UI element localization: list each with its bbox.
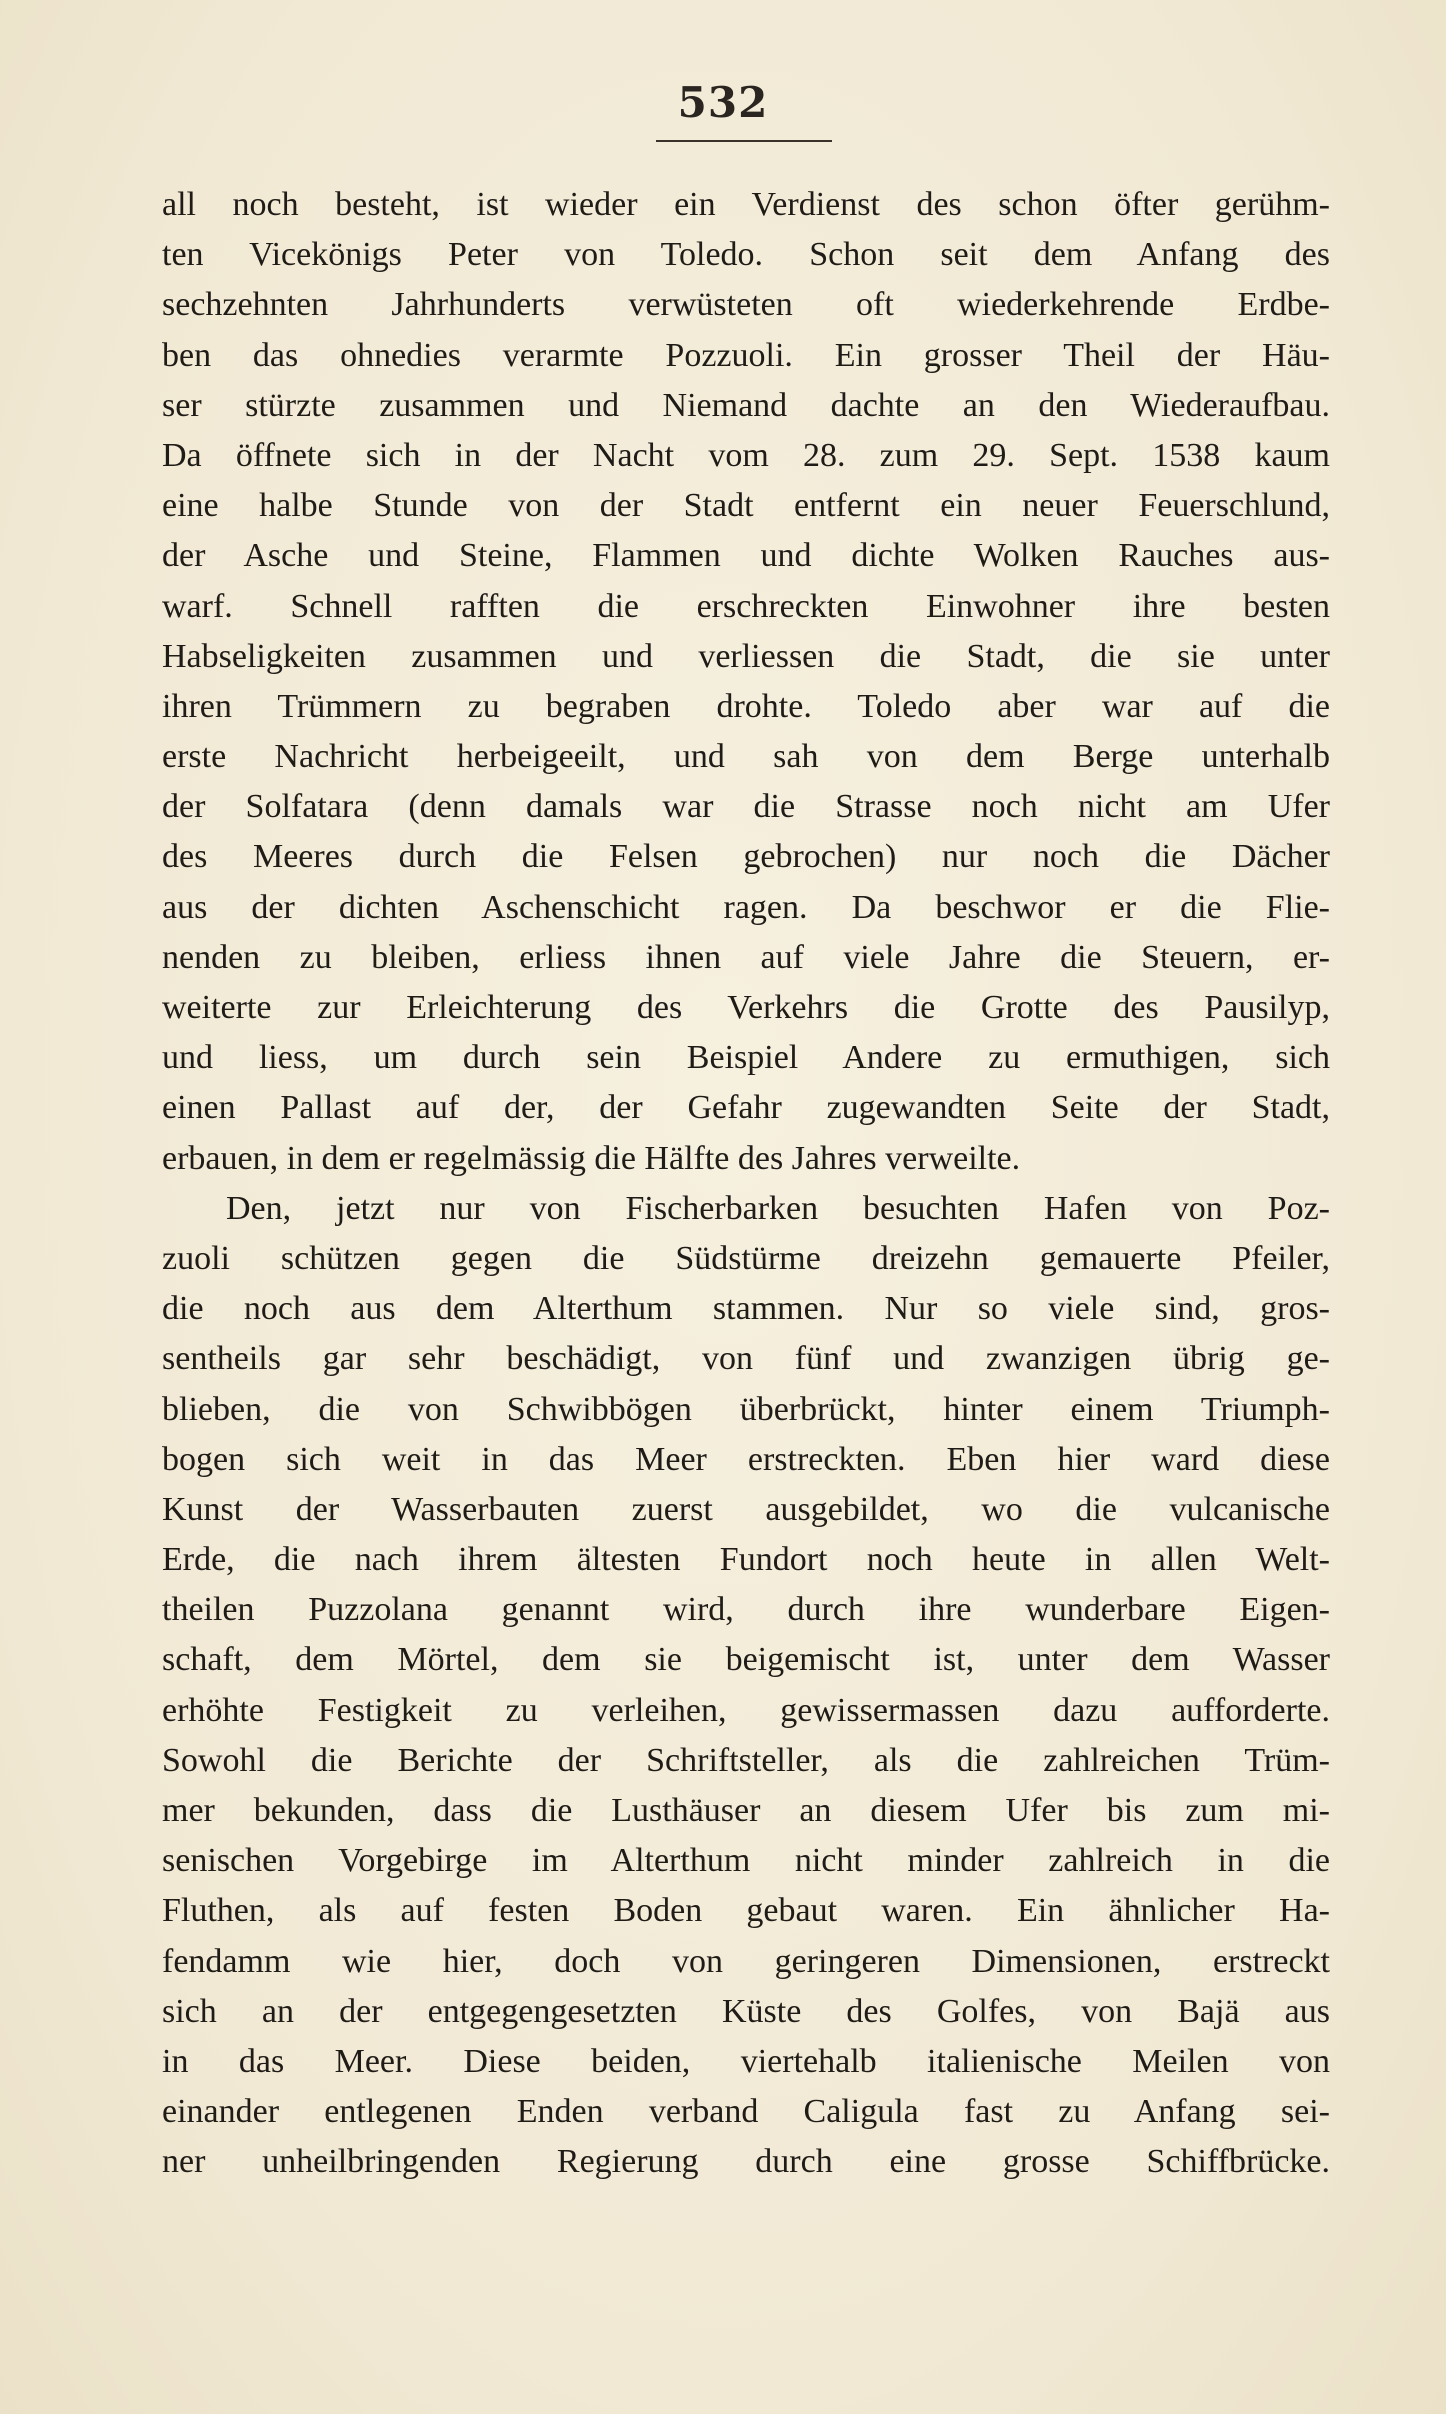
text-line: all noch besteht, ist wieder ein Verdienst des schon öfter gerühm-: [162, 186, 1330, 223]
text-line: Erde, die nach ihrem ältesten Fundort noch heute in allen Welt-: [162, 1541, 1330, 1579]
text-line: zuoli schützen gegen die Südstürme dreizehn gemauerte Pfeiler,: [162, 1239, 1330, 1277]
text-line: bogen sich weit in das Meer erstreckten. Eben hier ward diese: [162, 1440, 1330, 1478]
text-line: erste Nachricht herbeigeeilt, und sah von dem Berge unterhalb: [162, 738, 1330, 776]
text-line: ser stürzte zusammen und Niemand dachte an den Wiederaufbau.: [162, 386, 1330, 424]
text-line: mer bekunden, dass die Lusthäuser an diesem Ufer bis zum mi-: [162, 1792, 1330, 1829]
text-line: Fluthen, als auf festen Boden gebaut waren. Ein ähnlicher Ha-: [162, 1892, 1330, 1930]
text-line: sentheils gar sehr beschädigt, von fünf und zwanzigen übrig ge-: [162, 1340, 1330, 1378]
text-line: der Solfatara (denn damals war die Strasse noch nicht am Ufer: [162, 788, 1330, 826]
text-line: sich an der entgegengesetzten Küste des Golfes, von Bajä aus: [162, 1992, 1330, 2030]
text-line: des Meeres durch die Felsen gebrochen) nur noch die Dächer: [162, 838, 1330, 876]
text-line: Den, jetzt nur von Fischerbarken besuchten Hafen von Poz-: [226, 1189, 1330, 1227]
text-line: nenden zu bleiben, erliess ihnen auf viele Jahre die Steuern, er-: [162, 938, 1330, 976]
text-line: senischen Vorgebirge im Alterthum nicht minder zahlreich in die: [162, 1842, 1330, 1880]
text-line: einen Pallast auf der, der Gefahr zugewandten Seite der Stadt,: [162, 1089, 1330, 1127]
text-line: in das Meer. Diese beiden, viertehalb italienische Meilen von: [162, 2042, 1330, 2080]
text-line: Kunst der Wasserbauten zuerst ausgebildet, wo die vulcanische: [162, 1490, 1330, 1528]
text-line: erhöhte Festigkeit zu verleihen, gewissermassen dazu aufforderte.: [162, 1691, 1330, 1729]
text-line: theilen Puzzolana genannt wird, durch ihre wunderbare Eigen-: [162, 1591, 1330, 1629]
text-line: die noch aus dem Alterthum stammen. Nur so viele sind, gros-: [162, 1290, 1330, 1328]
text-line: aus der dichten Aschenschicht ragen. Da beschwor er die Flie-: [162, 888, 1330, 926]
text-line: und liess, um durch sein Beispiel Andere zu ermuthigen, sich: [162, 1039, 1330, 1077]
text-line: Habseligkeiten zusammen und verliessen die Stadt, die sie unter: [162, 637, 1330, 675]
page-number-rule: [656, 140, 832, 142]
text-line: Sowohl die Berichte der Schriftsteller, als die zahlreichen Trüm-: [162, 1741, 1330, 1779]
text-line: ner unheilbringenden Regierung durch eine grosse Schiffbrücke.: [162, 2143, 1330, 2181]
text-line: weiterte zur Erleichterung des Verkehrs die Grotte des Pausilyp,: [162, 989, 1330, 1026]
text-line: Da öffnete sich in der Nacht vom 28. zum 29. Sept. 1538 kaum: [162, 436, 1330, 474]
text-line: ihren Trümmern zu begraben drohte. Toledo aber war auf die: [162, 687, 1330, 725]
text-line: der Asche und Steine, Flammen und dichte Wolken Rauches aus-: [162, 537, 1330, 575]
text-line: fendamm wie hier, doch von geringeren Dimensionen, erstreckt: [162, 1942, 1330, 1980]
text-line: erbauen, in dem er regelmässig die Hälfte des Jahres verweilte.: [162, 1139, 1021, 1177]
text-line: ten Vicekönigs Peter von Toledo. Schon seit dem Anfang des: [162, 236, 1330, 274]
text-line: blieben, die von Schwibbögen überbrückt, hinter einem Triumph-: [162, 1390, 1330, 1428]
text-line: warf. Schnell rafften die erschreckten Einwohner ihre besten: [162, 587, 1330, 625]
text-line: einander entlegenen Enden verband Caligula fast zu Anfang sei-: [162, 2093, 1330, 2131]
text-line: eine halbe Stunde von der Stadt entfernt ein neuer Feuerschlund,: [162, 487, 1330, 525]
text-line: schaft, dem Mörtel, dem sie beigemischt ist, unter dem Wasser: [162, 1641, 1330, 1679]
body-text: [162, 180, 1330, 2188]
text-line: sechzehnten Jahrhunderts verwüsteten oft wiederkehrende Erdbe-: [162, 286, 1330, 324]
text-line: ben das ohnedies verarmte Pozzuoli. Ein grosser Theil der Häu-: [162, 336, 1330, 374]
page-number: 532: [677, 78, 769, 127]
